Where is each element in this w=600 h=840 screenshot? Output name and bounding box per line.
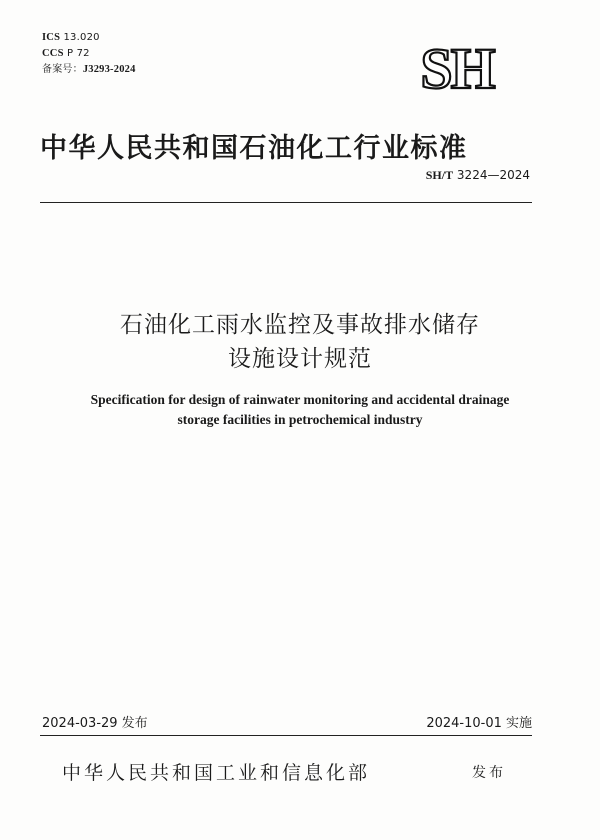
- publish-label: 发布: [472, 765, 506, 781]
- ics-line: [42, 30, 100, 45]
- title-zh-line2: 设施设计规范: [228, 346, 372, 372]
- ics-label: ICS: [42, 32, 61, 43]
- org-name: 中华人民共和国石油化工行业标准: [40, 133, 468, 164]
- top-divider: [40, 202, 532, 203]
- sh-logo: [398, 42, 516, 94]
- ccs-line: [42, 46, 90, 61]
- standard-code-prefix: SH/T: [425, 168, 454, 182]
- ccs-value: P 72: [67, 48, 90, 59]
- implementation-date: 2024-10-01 实施: [426, 716, 532, 731]
- ics-value: 13.020: [63, 32, 100, 43]
- filing-value: J3293-2024: [82, 64, 136, 75]
- filing-label: 备案号：: [42, 64, 83, 75]
- issue-date: 2024-03-29 发布: [42, 716, 148, 731]
- title-en-line1: Specification for design of rainwater monitoring and accidental drainage: [90, 392, 510, 407]
- title-zh-line1: 石油化工雨水监控及事故排水储存: [120, 312, 480, 338]
- filing-line: [42, 62, 136, 77]
- title-en-line2: storage facilities in petrochemical industry: [177, 412, 423, 427]
- bottom-divider: [40, 735, 532, 736]
- ccs-label: CCS: [42, 48, 64, 59]
- standard-code: [426, 168, 530, 183]
- standard-code-number: 3224—2024: [456, 168, 530, 182]
- sh-logo-text: SH: [420, 42, 494, 94]
- publisher-name: 中华人民共和国工业和信息化部: [62, 762, 371, 784]
